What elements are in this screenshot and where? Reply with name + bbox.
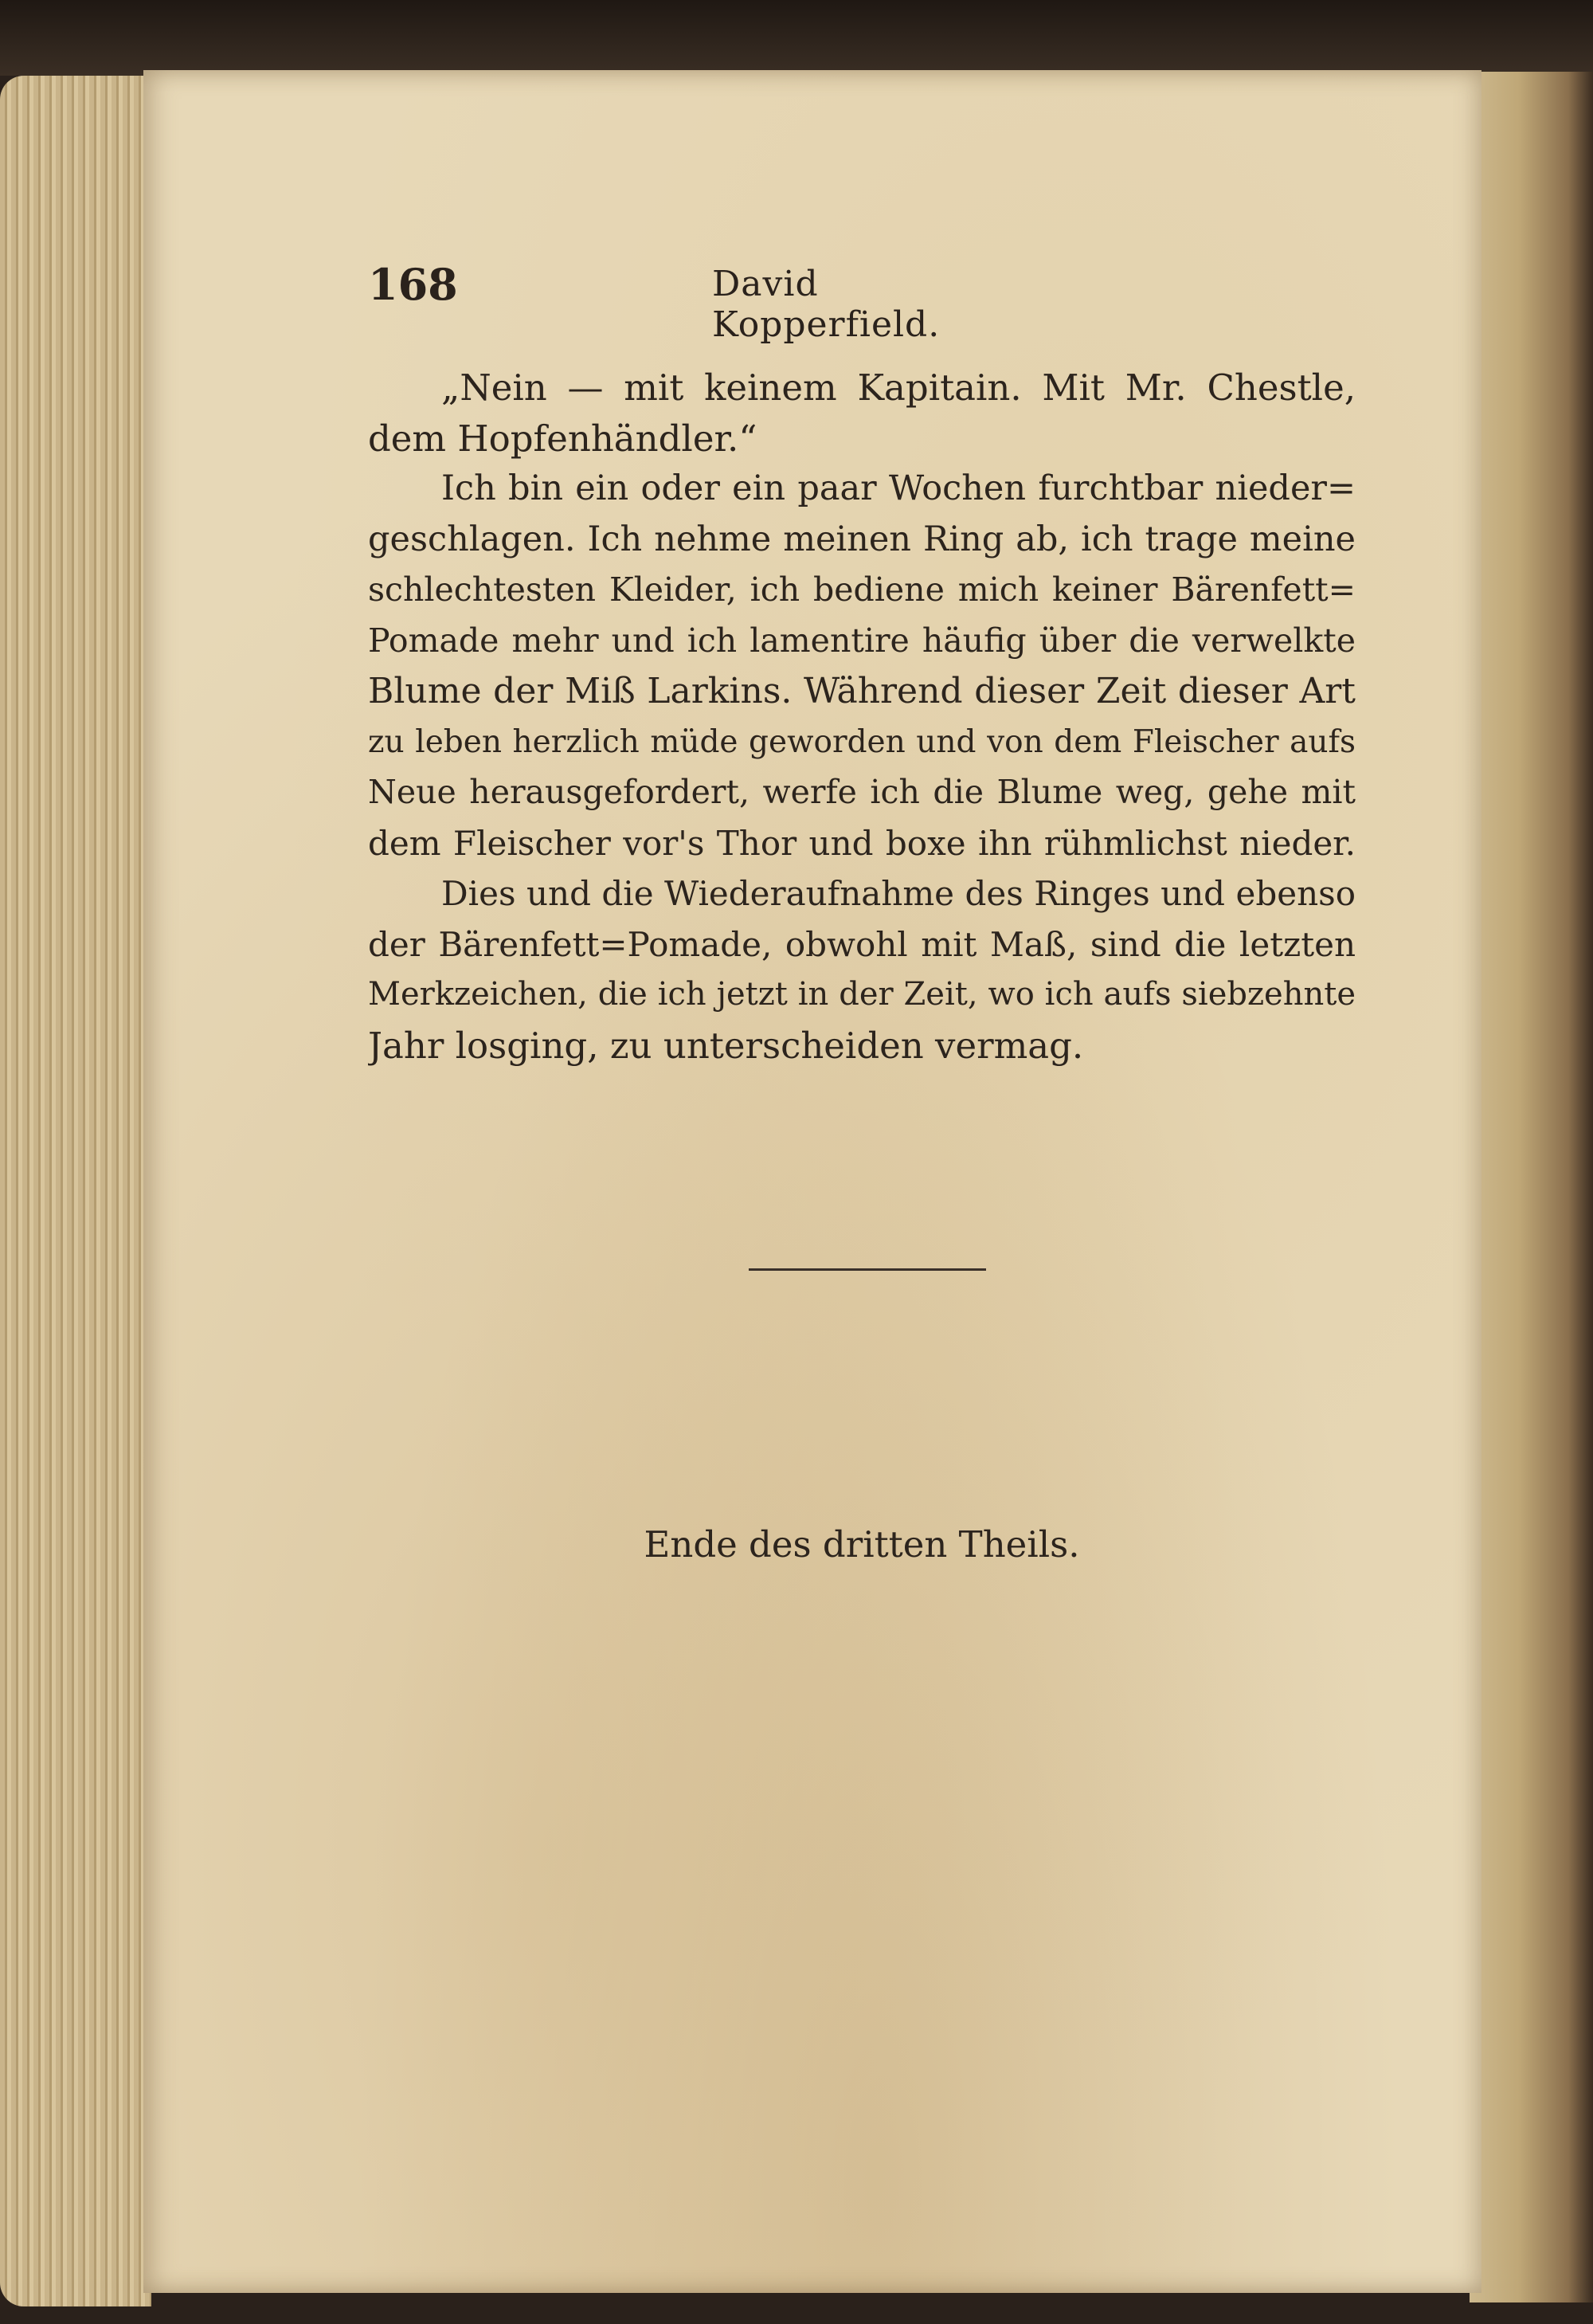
text-line: schlechtesten Kleider, ich bediene mich keiner Bärenfett= xyxy=(368,570,1356,609)
text-line: Pomade mehr und ich lamentire häufig über die verwelkte xyxy=(368,621,1356,660)
text-line: Jahr losging, zu unterscheiden vermag. xyxy=(368,1024,1084,1067)
text-line: Ich bin ein oder ein paar Wochen furchtbar nieder= xyxy=(441,468,1356,508)
text-line: Merkzeichen, die ich jetzt in der Zeit, wo ich aufs siebzehnte xyxy=(368,976,1356,1013)
page-header xyxy=(368,259,1005,345)
body-text xyxy=(368,363,1356,1071)
page-number: 168 xyxy=(368,259,458,310)
text-line: „Nein — mit keinem Kapitain. Mit Mr. Chestle, xyxy=(441,366,1356,409)
right-page-edge xyxy=(1470,72,1593,2302)
text-line: dem Hopfenhändler.“ xyxy=(368,417,757,460)
text-line: geschlagen. Ich nehme meinen Ring ab, ich trage meine xyxy=(368,519,1356,559)
book-top-shadow xyxy=(0,0,1593,76)
left-page-edges xyxy=(0,76,151,2306)
text-line: Blume der Miß Larkins. Während dieser Zeit dieser Art xyxy=(368,671,1356,711)
text-line: Neue herausgefordert, werfe ich die Blume weg, gehe mit xyxy=(368,773,1356,811)
running-title: David Kopperfield. xyxy=(712,264,941,345)
text-line: zu leben herzlich müde geworden und von dem Fleischer aufs xyxy=(368,723,1356,760)
section-divider xyxy=(749,1268,986,1271)
text-line: Dies und die Wiederaufnahme des Ringes und ebenso xyxy=(441,874,1356,913)
closing-line: Ende des dritten Theils. xyxy=(644,1523,1080,1566)
text-line: der Bärenfett=Pomade, obwohl mit Maß, sind die letzten xyxy=(368,924,1356,964)
text-line: dem Fleischer vor's Thor und boxe ihn rühmlichst nieder. xyxy=(368,823,1356,863)
